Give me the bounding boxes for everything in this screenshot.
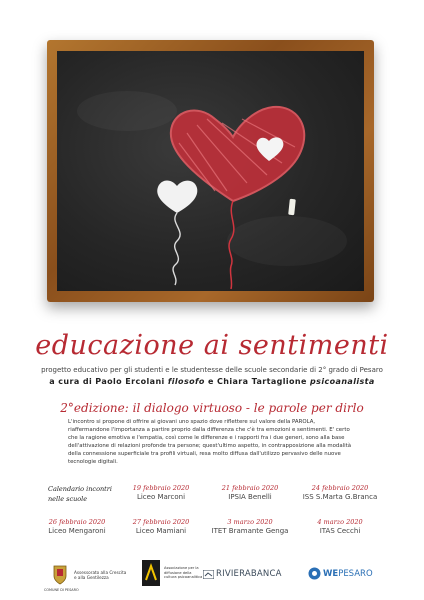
wepesaro-logo	[308, 567, 373, 580]
curator-role-2: psicoanalista	[310, 377, 375, 386]
calendar-label-line-2: nelle scuole	[48, 495, 88, 503]
event-place: IPSIA Benelli	[228, 493, 272, 501]
curators-middle: e Chiara Tartaglione	[207, 377, 307, 386]
edition-heading: 2°edizione: il dialogo virtuoso - le parole per dirlo	[60, 401, 364, 415]
event-date: 24 febbraio 2020	[311, 484, 369, 492]
rivierabanca-wordmark: RIVIERABANCA	[216, 569, 282, 579]
curators-prefix: a cura di Paolo Ercolani	[49, 377, 165, 386]
association-logo-block	[142, 560, 204, 586]
association-logo-icon	[142, 560, 160, 586]
event-place: ITAS Cecchi	[319, 527, 361, 535]
calendar-event	[297, 484, 383, 501]
calendar-event	[210, 484, 290, 501]
comune-caption: COMUNE DI PESARO	[44, 588, 79, 592]
chalk-stick-icon	[288, 199, 296, 216]
event-date: 4 marzo 2020	[317, 518, 363, 526]
page-title: educazione ai sentimenti	[35, 330, 389, 361]
event-date: 27 febbraio 2020	[132, 518, 190, 526]
curator-role-1: filosofo	[167, 377, 205, 386]
chalkboard-frame	[47, 40, 374, 302]
event-date: 19 febbraio 2020	[132, 484, 190, 492]
event-date: 21 febbraio 2020	[221, 484, 279, 492]
wepesaro-we: WE	[323, 568, 339, 579]
event-date: 3 marzo 2020	[227, 518, 273, 526]
intro-paragraph: L'incontro si propone di offrire ai giovani uno spazio dove riflettere sul valore della PAROLA, riaffermandone l'importanza a partire proprio dalla differenza che c'è tra emozioni e sentimenti. E' certo che la ragione emotiva e l'empatia, così come le differenze e i rapporti fra i due generi, sono alla base dell'attivazione di relazioni profonde tra persone; quest'ultimo aspetto, in contrapposizione alla modalità della connessione superficiale tra profili virtuali, resa molto diffusa dall'utilizzo pervasivo delle nuove tecnologie digitali.	[68, 419, 352, 465]
comune-text	[74, 570, 126, 581]
curators-line	[0, 377, 424, 386]
comune-text-line-1: Assessorato alla Crescita	[74, 569, 127, 575]
event-date: 26 febbraio 2020	[48, 518, 106, 526]
chalkboard	[57, 51, 364, 291]
calendar-event	[297, 518, 383, 535]
white-heart-balloon-icon	[157, 180, 197, 213]
event-place: Liceo Marconi	[136, 493, 186, 501]
comune-crest-icon	[52, 564, 68, 586]
event-place: Liceo Mamiani	[135, 527, 187, 535]
project-subtitle: progetto educativo per gli studenti e le studentesse delle scuole secondarie di 2° grado di Pesaro	[41, 366, 383, 374]
calendar-event	[210, 518, 290, 535]
rivierabanca-mark-icon	[203, 570, 214, 579]
event-place: ISS S.Marta G.Branca	[302, 493, 378, 501]
wepesaro-pesaro: PESARO	[338, 568, 373, 579]
calendar-event	[121, 518, 201, 535]
white-balloon-string	[173, 213, 180, 285]
calendar-label	[48, 484, 128, 504]
event-place: ITET Bramante Genga	[211, 527, 289, 535]
chalk-heart-balloons-illustration	[57, 51, 364, 291]
calendar-event	[121, 484, 201, 501]
association-text: Associazione per la diffusione della cultura psicoanalitica	[164, 566, 203, 580]
comune-logo-block	[52, 564, 126, 586]
sponsor-footer	[0, 560, 424, 592]
rivierabanca-logo	[203, 569, 282, 579]
comune-text-line-2: e alla Gentilezza	[74, 575, 109, 580]
event-place: Liceo Mengaroni	[48, 527, 106, 535]
calendar-event	[37, 518, 117, 535]
wepesaro-mark-icon	[308, 567, 321, 580]
calendar-label-line-1: Calendario incontri	[48, 485, 112, 493]
